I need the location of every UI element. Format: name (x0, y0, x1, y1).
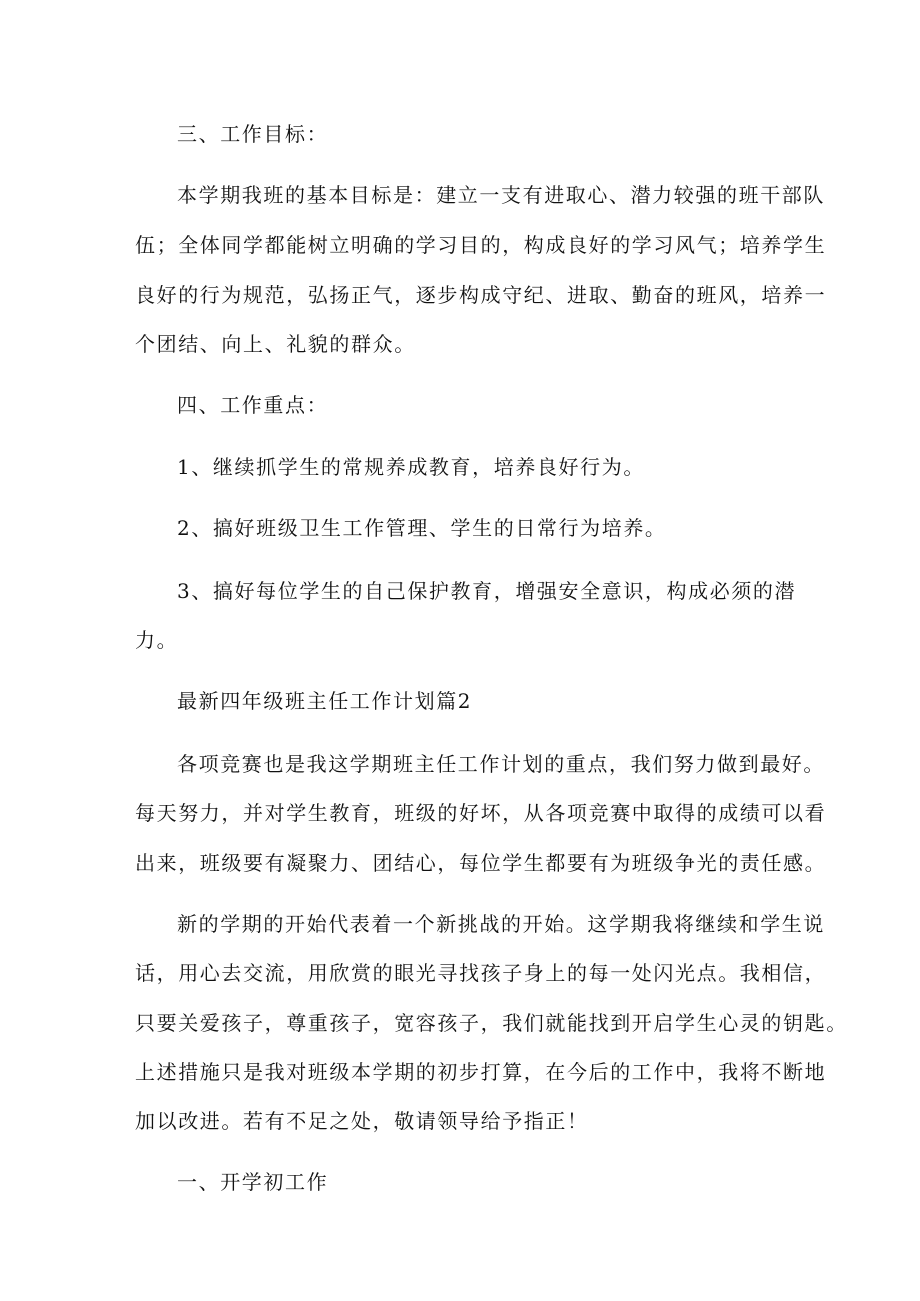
closing-paragraph-line-2: 话，用心去交流，用欣赏的眼光寻找孩子身上的每一处闪光点。我相信， (135, 961, 827, 985)
goal-paragraph-line-1: 本学期我班的基本目标是：建立一支有进取心、潜力较强的班干部队 (177, 183, 825, 207)
closing-paragraph-line-3: 只要关爱孩子，尊重孩子，宽容孩子，我们就能找到开启学生心灵的钥匙。 (135, 1011, 848, 1035)
goal-paragraph-line-4: 个团结、向上、礼貌的群众。 (135, 332, 416, 356)
closing-paragraph-line-5: 加以改进。若有不足之处，敬请领导给予指正！ (135, 1109, 589, 1133)
goal-paragraph-line-2: 伍；全体同学都能树立明确的学习目的，构成良好的学习风气；培养学生 (135, 233, 827, 257)
focus-point-3-line-1: 3、搞好每位学生的自己保护教育，增强安全意识，构成必须的潜 (177, 579, 797, 603)
closing-paragraph-line-1: 新的学期的开始代表着一个新挑战的开始。这学期我将继续和学生说 (177, 912, 825, 936)
heading-work-focus: 四、工作重点： (177, 393, 329, 417)
focus-point-2: 2、搞好班级卫生工作管理、学生的日常行为培养。 (177, 516, 667, 540)
goal-paragraph-line-3: 良好的行为规范，弘扬正气，逐步构成守纪、进取、勤奋的班风，培养一 (135, 283, 827, 307)
focus-point-3-line-2: 力。 (135, 628, 179, 652)
closing-paragraph-line-4: 上述措施只是我对班级本学期的初步打算，在今后的工作中，我将不断地 (135, 1060, 827, 1084)
heading-semester-start-work: 一、开学初工作 (177, 1170, 329, 1194)
section-title: 最新四年级班主任工作计划篇2 (177, 689, 473, 713)
competition-paragraph-line-1: 各项竞赛也是我这学期班主任工作计划的重点，我们努力做到最好。 (177, 752, 825, 776)
heading-work-goals: 三、工作目标： (177, 122, 329, 146)
competition-paragraph-line-2: 每天努力，并对学生教育，班级的好坏，从各项竞赛中取得的成绩可以看 (135, 801, 827, 825)
competition-paragraph-line-3: 出来，班级要有凝聚力、团结心，每位学生都要有为班级争光的责任感。 (135, 851, 827, 875)
focus-point-1: 1、继续抓学生的常规养成教育，培养良好行为。 (177, 455, 645, 479)
